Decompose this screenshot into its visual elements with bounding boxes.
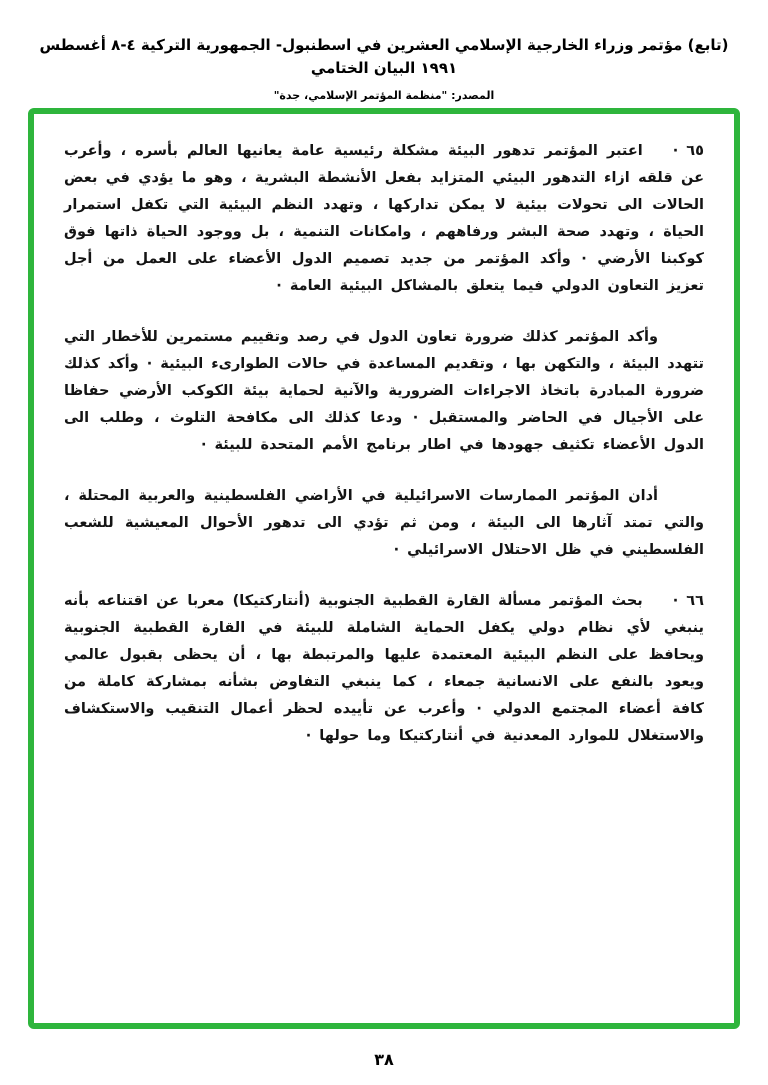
paragraph-text: أدان المؤتمر الممارسات الاسرائيلية في الأراضي الفلسطينية والعربية المحتلة ، والتي تمتد آثارها الى البيئة ، ومن ثم تؤدي الى تدهور الأحوال المعيشية للشعب الفلسطيني في ظل الاحتلال الاسرائيلي · <box>64 488 704 558</box>
paragraph-number: ٦٥ · <box>672 143 704 159</box>
page-number: ٣٨ <box>374 1050 394 1069</box>
document-title: (تابع) مؤتمر وزراء الخارجية الإسلامي العشرين في اسطنبول- الجمهورية التركية ٤-٨ أغسطس ١٩٩١ البيان الختامي <box>39 36 729 77</box>
paragraph-text: بحث المؤتمر مسألة القارة القطبية الجنوبية (أنتاركتيكا) معربا عن اقتناعه بأنه ينبغي لأي نظام دولي يكفل الحماية الشاملة للبيئة في القارة القطبية الجنوبية ويحافظ على النظم البيئية المعتمدة عليها والمرتبطة بها ، أن يحظى بقبول عالمي ويعود بالنفع على الانسانية جمعاء ، كما ينبغي التفاوض بشأنه بمشاركة كاملة من كافة أعضاء المجتمع الدولي · وأعرب عن تأييده لحظر أعمال التنقيب والاستكشاف والاستغلال للموارد المعدنية في أنتاركتيكا وما حولها · <box>64 593 704 744</box>
content-frame <box>28 108 740 1029</box>
paragraph-66 <box>64 588 704 750</box>
document-header <box>0 0 768 102</box>
paragraph-text: اعتبر المؤتمر تدهور البيئة مشكلة رئيسية عامة يعانيها العالم بأسره ، وأعرب عن قلقه ازاء التدهور البيئي المتزايد بفعل الأنشطة البشرية ، وهو ما يؤدي في بعض الحالات الى تحولات بيئية لا يمكن تداركها ، وتهدد النظم البيئية التي تكفل استمرار الحياة ، وتهدد صحة البشر ورفاههم ، وامكانات التنمية ، بل ووجود الحياة ذاتها فوق كوكبنا الأرضي · وأكد المؤتمر من جديد تصميم الدول الأعضاء على العمل من أجل تعزيز التعاون الدولي فيما يتعلق بالمشاكل البيئية العامة · <box>64 143 704 294</box>
paragraph-text: وأكد المؤتمر كذلك ضرورة تعاون الدول في رصد وتقييم مستمرين للأخطار التي تتهدد البيئة ، والتكهن بها ، وتقديم المساعدة في حالات الطوارىء البيئية · وأكد كذلك ضرورة المبادرة باتخاذ الاجراءات الضرورية والآنية لحماية بيئة الكوكب الأرضي حفاظا على الأجيال في الحاضر والمستقبل · ودعا كذلك الى مكافحة التلوث ، وطلب الى الدول الأعضاء تكثيف جهودها في اطار برنامج الأمم المتحدة للبيئة · <box>64 329 704 453</box>
paragraph-65-continued-2 <box>64 483 704 564</box>
paragraph-number: ٦٦ · <box>672 593 704 609</box>
paragraph-65 <box>64 138 704 300</box>
source-line: المصدر: "منظمة المؤتمر الإسلامي، جدة" <box>273 89 495 102</box>
paragraph-65-continued-1 <box>64 324 704 459</box>
